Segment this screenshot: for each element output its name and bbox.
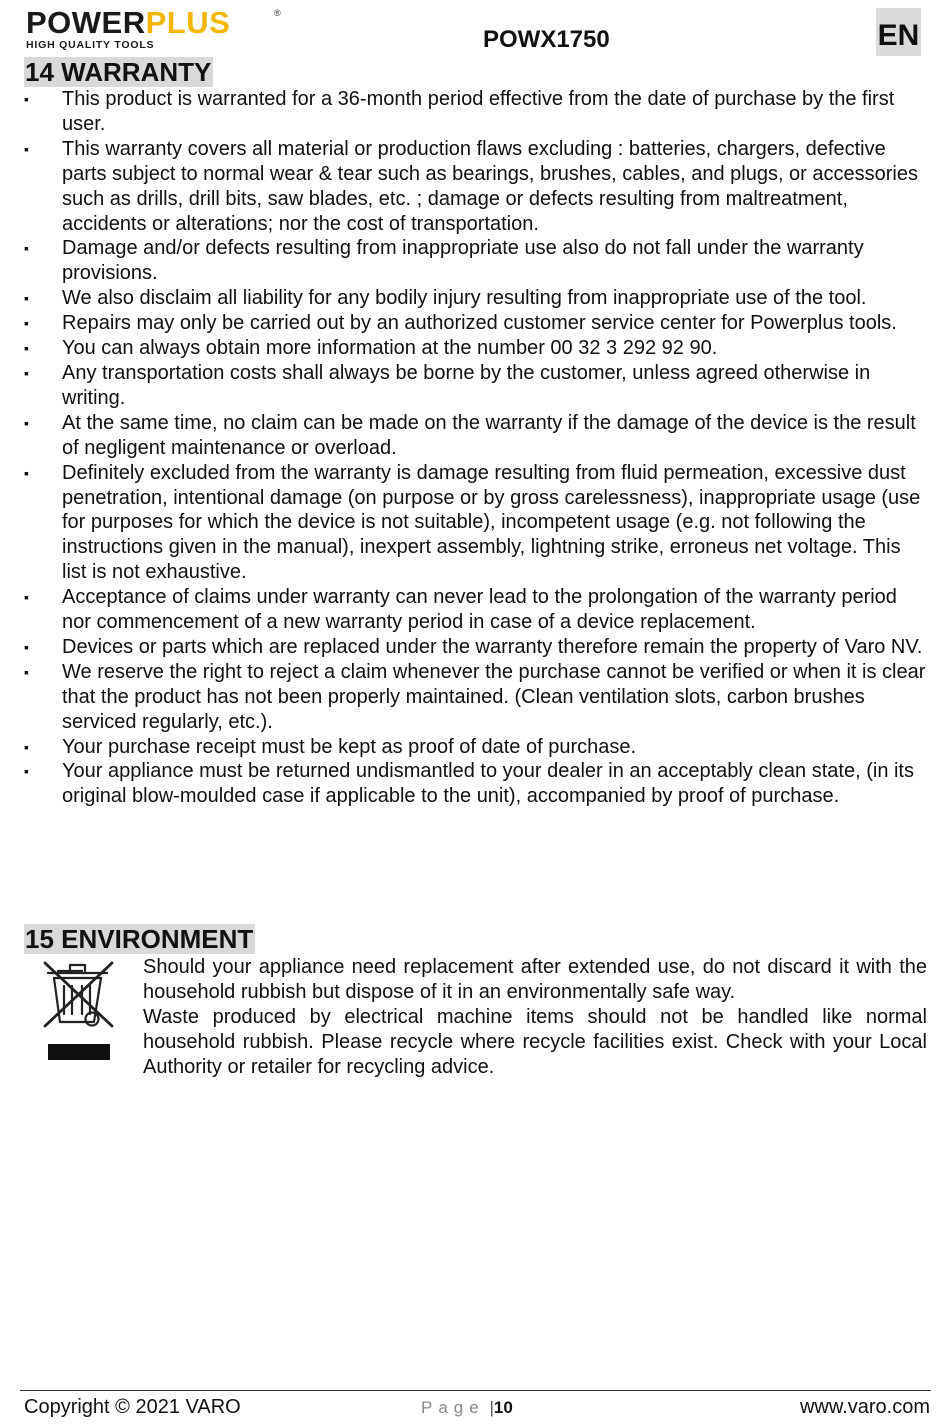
copyright-text: Copyright © 2021 VARO <box>24 1396 241 1418</box>
warranty-list-item <box>24 660 929 735</box>
warranty-list-item <box>24 635 929 660</box>
warranty-item-text: Devices or parts which are replaced under the warranty therefore remain the property of Varo NV. <box>62 635 923 658</box>
bullet-icon: ▪ <box>24 763 29 780</box>
language-badge: EN <box>876 8 921 56</box>
warranty-list-item <box>24 137 929 237</box>
bullet-icon: ▪ <box>24 315 29 332</box>
warranty-item-text: We also disclaim all liability for any bodily injury resulting from inappropriate use of the tool. <box>62 287 867 310</box>
logo-wordmark: POWERPLUS <box>26 5 231 40</box>
bullet-icon: ▪ <box>24 290 29 307</box>
warranty-item-text: Your appliance must be returned undismantled to your dealer in an acceptably clean state, (in its original blow-moulded case if applicable to the unit), accompanied by proof of purchase. <box>62 760 914 808</box>
environment-paragraph-2: Waste produced by electrical machine items should not be handled like normal household rubbish. Please recycle where recycle facilities exist. Check with your Local Authority or retailer for recycling advice. <box>143 1005 927 1078</box>
warranty-item-text: Your purchase receipt must be kept as proof of date of purchase. <box>62 735 637 758</box>
brand-logo <box>26 6 286 52</box>
warranty-item-text: Definitely excluded from the warranty is damage resulting from fluid permeation, excessive dust penetration, intentional damage (on purpose or by gross carelessness), inappropriate usage (use for purposes for which the device is not suitable), incompetent usage (e.g. not following the instructions given in the manual), inexpert assembly, lightning strike, erroneus net voltage. This list is not exhaustive. <box>62 461 921 584</box>
warranty-list-item <box>24 286 929 311</box>
page-header <box>0 0 950 58</box>
footer-divider <box>20 1390 931 1391</box>
logo-registered-mark: ® <box>274 8 281 18</box>
warranty-item-text: You can always obtain more information at the number 00 32 3 292 92 90. <box>62 337 718 360</box>
warranty-item-text: Any transportation costs shall always be borne by the customer, unless agreed otherwise in writing. <box>62 361 871 409</box>
page-indicator <box>421 1398 513 1418</box>
warranty-item-text: We reserve the right to reject a claim whenever the purchase cannot be verified or when it is clear that the product has not been properly maintained. (Clean ventilation slots, carbon brushes serviced regularly, etc.). <box>62 660 926 733</box>
page-number: 10 <box>493 1398 513 1417</box>
warranty-item-text: Damage and/or defects resulting from inappropriate use also do not fall under the warranty provisions. <box>62 237 864 285</box>
bullet-icon: ▪ <box>24 589 29 606</box>
warranty-list-item <box>24 336 929 361</box>
warranty-list-item <box>24 461 929 586</box>
bullet-icon: ▪ <box>24 91 29 107</box>
warranty-item-text: This product is warranted for a 36-month period effective from the date of purchase by the first user. <box>62 88 895 135</box>
bullet-icon: ▪ <box>24 340 29 357</box>
crossed-out-wheelie-bin-icon <box>40 958 118 1066</box>
warranty-list-item <box>24 361 929 411</box>
warranty-list-item <box>24 411 929 461</box>
environment-text <box>143 955 927 1080</box>
warranty-list-item <box>24 759 929 809</box>
bullet-icon: ▪ <box>24 140 29 157</box>
warranty-list-item <box>24 311 929 336</box>
page-label: Page <box>421 1398 485 1417</box>
warranty-item-text: Acceptance of claims under warranty can never lead to the prolongation of the warranty period nor commencement of a new warranty period in case of a device replacement. <box>62 586 897 634</box>
warranty-item-text: At the same time, no claim can be made on the warranty if the damage of the device is the result of negligent maintenance or overload. <box>62 411 916 459</box>
page-separator: | <box>489 1398 494 1417</box>
warranty-item-text: Repairs may only be carried out by an authorized customer service center for Powerplus tools. <box>62 312 897 335</box>
bullet-icon: ▪ <box>24 414 29 431</box>
warranty-list <box>24 87 929 809</box>
environment-heading: 15 ENVIRONMENT <box>25 924 254 954</box>
warranty-list-item <box>24 87 929 137</box>
bullet-icon: ▪ <box>24 240 29 257</box>
warranty-heading: 14 WARRANTY <box>25 57 212 87</box>
website-link[interactable]: www.varo.com <box>799 1396 930 1418</box>
bullet-icon: ▪ <box>24 364 29 381</box>
warranty-item-text: This warranty covers all material or production flaws excluding : batteries, chargers, defective parts subject to normal wear & tear such as bearings, brushes, cables, and plugs, or accessories such as drills, drill bits, saw blades, etc. ; damage or defects resulting from maltreatment, accidents or alterations; nor the cost of transportation. <box>62 137 918 235</box>
bullet-icon: ▪ <box>24 738 29 755</box>
bullet-icon: ▪ <box>24 464 29 481</box>
model-number: POWX1750 <box>483 26 610 53</box>
warranty-list-item <box>24 585 929 635</box>
warranty-list-item <box>24 236 929 286</box>
logo-tagline: HIGH QUALITY TOOLS <box>26 39 155 51</box>
environment-paragraph-1: Should your appliance need replacement after extended use, do not discard it with the household rubbish but dispose of it in an environmentally safe way. <box>143 956 927 1003</box>
bullet-icon: ▪ <box>24 663 29 680</box>
warranty-list-item <box>24 735 929 760</box>
bullet-icon: ▪ <box>24 638 29 655</box>
